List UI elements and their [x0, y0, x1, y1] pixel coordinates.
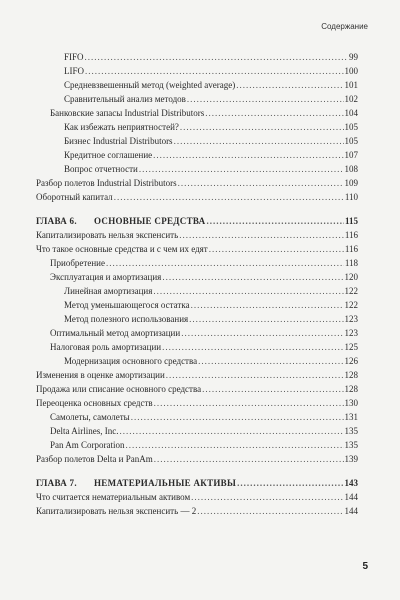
toc-page-number: 122 — [344, 286, 358, 296]
toc-entry[interactable] — [36, 78, 358, 92]
toc-entry[interactable] — [36, 340, 358, 354]
dot-leader — [119, 424, 343, 438]
chapter-title: ОСНОВНЫЕ СРЕДСТВА — [94, 216, 206, 226]
toc-page-number: 108 — [344, 164, 358, 174]
toc-title: Оборотный капитал — [36, 192, 113, 202]
toc-title: Эксплуатация и амортизация — [50, 272, 162, 282]
toc-page-number: 125 — [344, 342, 358, 352]
toc-page-number: 122 — [344, 300, 358, 310]
dot-leader — [191, 298, 344, 312]
toc-title: Вопрос отчетности — [64, 164, 138, 174]
dot-leader — [166, 368, 344, 382]
toc-page-number: 109 — [344, 178, 358, 188]
toc-title — [36, 476, 236, 490]
dot-leader — [206, 214, 344, 228]
toc-title: Продажа или списание основного средства — [36, 384, 202, 394]
toc-page-number: 104 — [344, 108, 358, 118]
toc-entry[interactable] — [36, 452, 358, 466]
toc-entry[interactable] — [36, 256, 358, 270]
dot-leader — [106, 256, 344, 270]
dot-leader — [198, 354, 343, 368]
toc-page-number: 128 — [344, 384, 358, 394]
toc-page-number: 105 — [344, 136, 358, 146]
toc-entry[interactable] — [36, 326, 358, 340]
toc-title: Банковские запасы Industrial Distributors — [50, 108, 205, 118]
toc-title: Линейная амортизация — [64, 286, 153, 296]
toc-page-number: 116 — [344, 230, 358, 240]
dot-leader — [180, 120, 344, 134]
dot-leader — [131, 410, 344, 424]
toc-entry[interactable] — [36, 190, 358, 204]
toc-entry[interactable] — [36, 410, 358, 424]
toc-title: Самолеты, самолеты — [50, 412, 130, 422]
dot-leader — [178, 176, 344, 190]
toc-page-number: 126 — [344, 356, 358, 366]
toc-entry[interactable] — [36, 242, 358, 256]
toc-title: Сравнительный анализ методов — [64, 94, 186, 104]
chapter-number: ГЛАВА 6. — [36, 216, 77, 226]
dot-leader — [162, 340, 343, 354]
dot-leader — [236, 78, 343, 92]
toc-entry[interactable] — [36, 120, 358, 134]
toc-title: Pan Am Corporation — [50, 440, 125, 450]
toc-entry[interactable] — [36, 354, 358, 368]
table-of-contents — [36, 50, 358, 518]
toc-entry[interactable] — [36, 424, 358, 438]
toc-entry[interactable] — [36, 396, 358, 410]
toc-page-number: 135 — [344, 426, 358, 436]
toc-title: Как избежать неприятностей? — [64, 122, 179, 132]
toc-title: Бизнес Industrial Distributors — [64, 136, 173, 146]
dot-leader — [237, 476, 343, 490]
toc-title: Капитализировать нельзя экспенсить — [36, 230, 179, 240]
dot-leader — [154, 452, 344, 466]
toc-entry[interactable] — [36, 148, 358, 162]
dot-leader — [191, 490, 343, 504]
toc-entry[interactable] — [36, 106, 358, 120]
toc-entry[interactable] — [36, 298, 358, 312]
toc-title: Изменения в оценке амортизации — [36, 370, 165, 380]
toc-page-number: 144 — [344, 492, 358, 502]
dot-leader — [114, 190, 344, 204]
toc-chapter[interactable] — [36, 214, 358, 228]
toc-page-number: 120 — [344, 272, 358, 282]
toc-entry[interactable] — [36, 64, 358, 78]
toc-page-number: 102 — [344, 94, 358, 104]
dot-leader — [139, 162, 344, 176]
toc-title: Кредитное соглашение — [64, 150, 153, 160]
toc-title: Что считается нематериальным активом — [36, 492, 191, 502]
dot-leader — [187, 92, 344, 106]
toc-gap — [36, 204, 358, 214]
dot-leader — [85, 50, 348, 64]
dot-leader — [85, 64, 344, 78]
toc-page-number: 130 — [344, 398, 358, 408]
toc-entry[interactable] — [36, 92, 358, 106]
toc-gap — [36, 466, 358, 476]
toc-page-number: 144 — [344, 506, 358, 516]
toc-entry[interactable] — [36, 438, 358, 452]
toc-title — [36, 214, 205, 228]
page-number: 5 — [362, 561, 368, 572]
toc-page-number: 116 — [344, 244, 358, 254]
dot-leader — [153, 284, 343, 298]
toc-title: Переоценка основных средств — [36, 398, 153, 408]
dot-leader — [162, 270, 343, 284]
toc-page-number: 99 — [349, 52, 358, 62]
toc-title: Приобретение — [50, 258, 105, 268]
dot-leader — [179, 228, 344, 242]
dot-leader — [197, 504, 343, 518]
chapter-number: ГЛАВА 7. — [36, 478, 77, 488]
toc-entry[interactable] — [36, 504, 358, 518]
toc-title: Что такое основные средства и с чем их едят — [36, 244, 208, 254]
toc-title: Разбор полетов Industrial Distributors — [36, 178, 177, 188]
toc-entry[interactable] — [36, 50, 358, 64]
toc-page-number: 143 — [344, 478, 358, 488]
dot-leader — [181, 326, 343, 340]
toc-page-number: 139 — [344, 454, 358, 464]
toc-entry[interactable] — [36, 134, 358, 148]
toc-entry[interactable] — [36, 176, 358, 190]
dot-leader — [126, 438, 344, 452]
toc-page-number: 123 — [344, 328, 358, 338]
toc-title: Оптимальный метод амортизации — [50, 328, 181, 338]
dot-leader — [209, 242, 344, 256]
toc-title: Капитализировать нельзя экспенсить — 2 — [36, 506, 197, 516]
toc-entry[interactable] — [36, 312, 358, 326]
dot-leader — [189, 312, 343, 326]
toc-entry[interactable] — [36, 228, 358, 242]
toc-title: FIFO — [64, 52, 84, 62]
toc-title: Модернизация основного средства — [64, 356, 198, 366]
dot-leader — [153, 148, 343, 162]
dot-leader — [202, 382, 343, 396]
toc-title: Метод полезного использования — [64, 314, 189, 324]
toc-page-number: 101 — [344, 80, 358, 90]
toc-title: LIFO — [64, 66, 84, 76]
chapter-title: НЕМАТЕРИАЛЬНЫЕ АКТИВЫ — [94, 478, 237, 488]
toc-page-number: 135 — [344, 440, 358, 450]
toc-page-number: 128 — [344, 370, 358, 380]
toc-chapter[interactable] — [36, 476, 358, 490]
toc-entry[interactable] — [36, 284, 358, 298]
dot-leader — [205, 106, 343, 120]
running-header: Содержание — [321, 22, 368, 31]
toc-title: Налоговая роль амортизации — [50, 342, 162, 352]
dot-leader — [154, 396, 344, 410]
toc-entry[interactable] — [36, 270, 358, 284]
toc-entry[interactable] — [36, 382, 358, 396]
toc-page-number: 123 — [344, 314, 358, 324]
toc-title: Средневзвешенный метод (weighted average) — [64, 80, 236, 90]
toc-entry[interactable] — [36, 368, 358, 382]
toc-page-number: 110 — [344, 192, 358, 202]
dot-leader — [174, 134, 344, 148]
toc-title: Метод уменьшающегося остатка — [64, 300, 190, 310]
toc-page-number: 115 — [344, 216, 358, 226]
toc-entry[interactable] — [36, 490, 358, 504]
toc-page-number: 118 — [344, 258, 358, 268]
toc-title: Delta Airlines, Inc. — [50, 426, 119, 436]
toc-page-number: 107 — [344, 150, 358, 160]
toc-page-number: 105 — [344, 122, 358, 132]
toc-entry[interactable] — [36, 162, 358, 176]
toc-title: Разбор полетов Delta и PanAm — [36, 454, 153, 464]
toc-page-number: 131 — [344, 412, 358, 422]
toc-page-number: 100 — [344, 66, 358, 76]
